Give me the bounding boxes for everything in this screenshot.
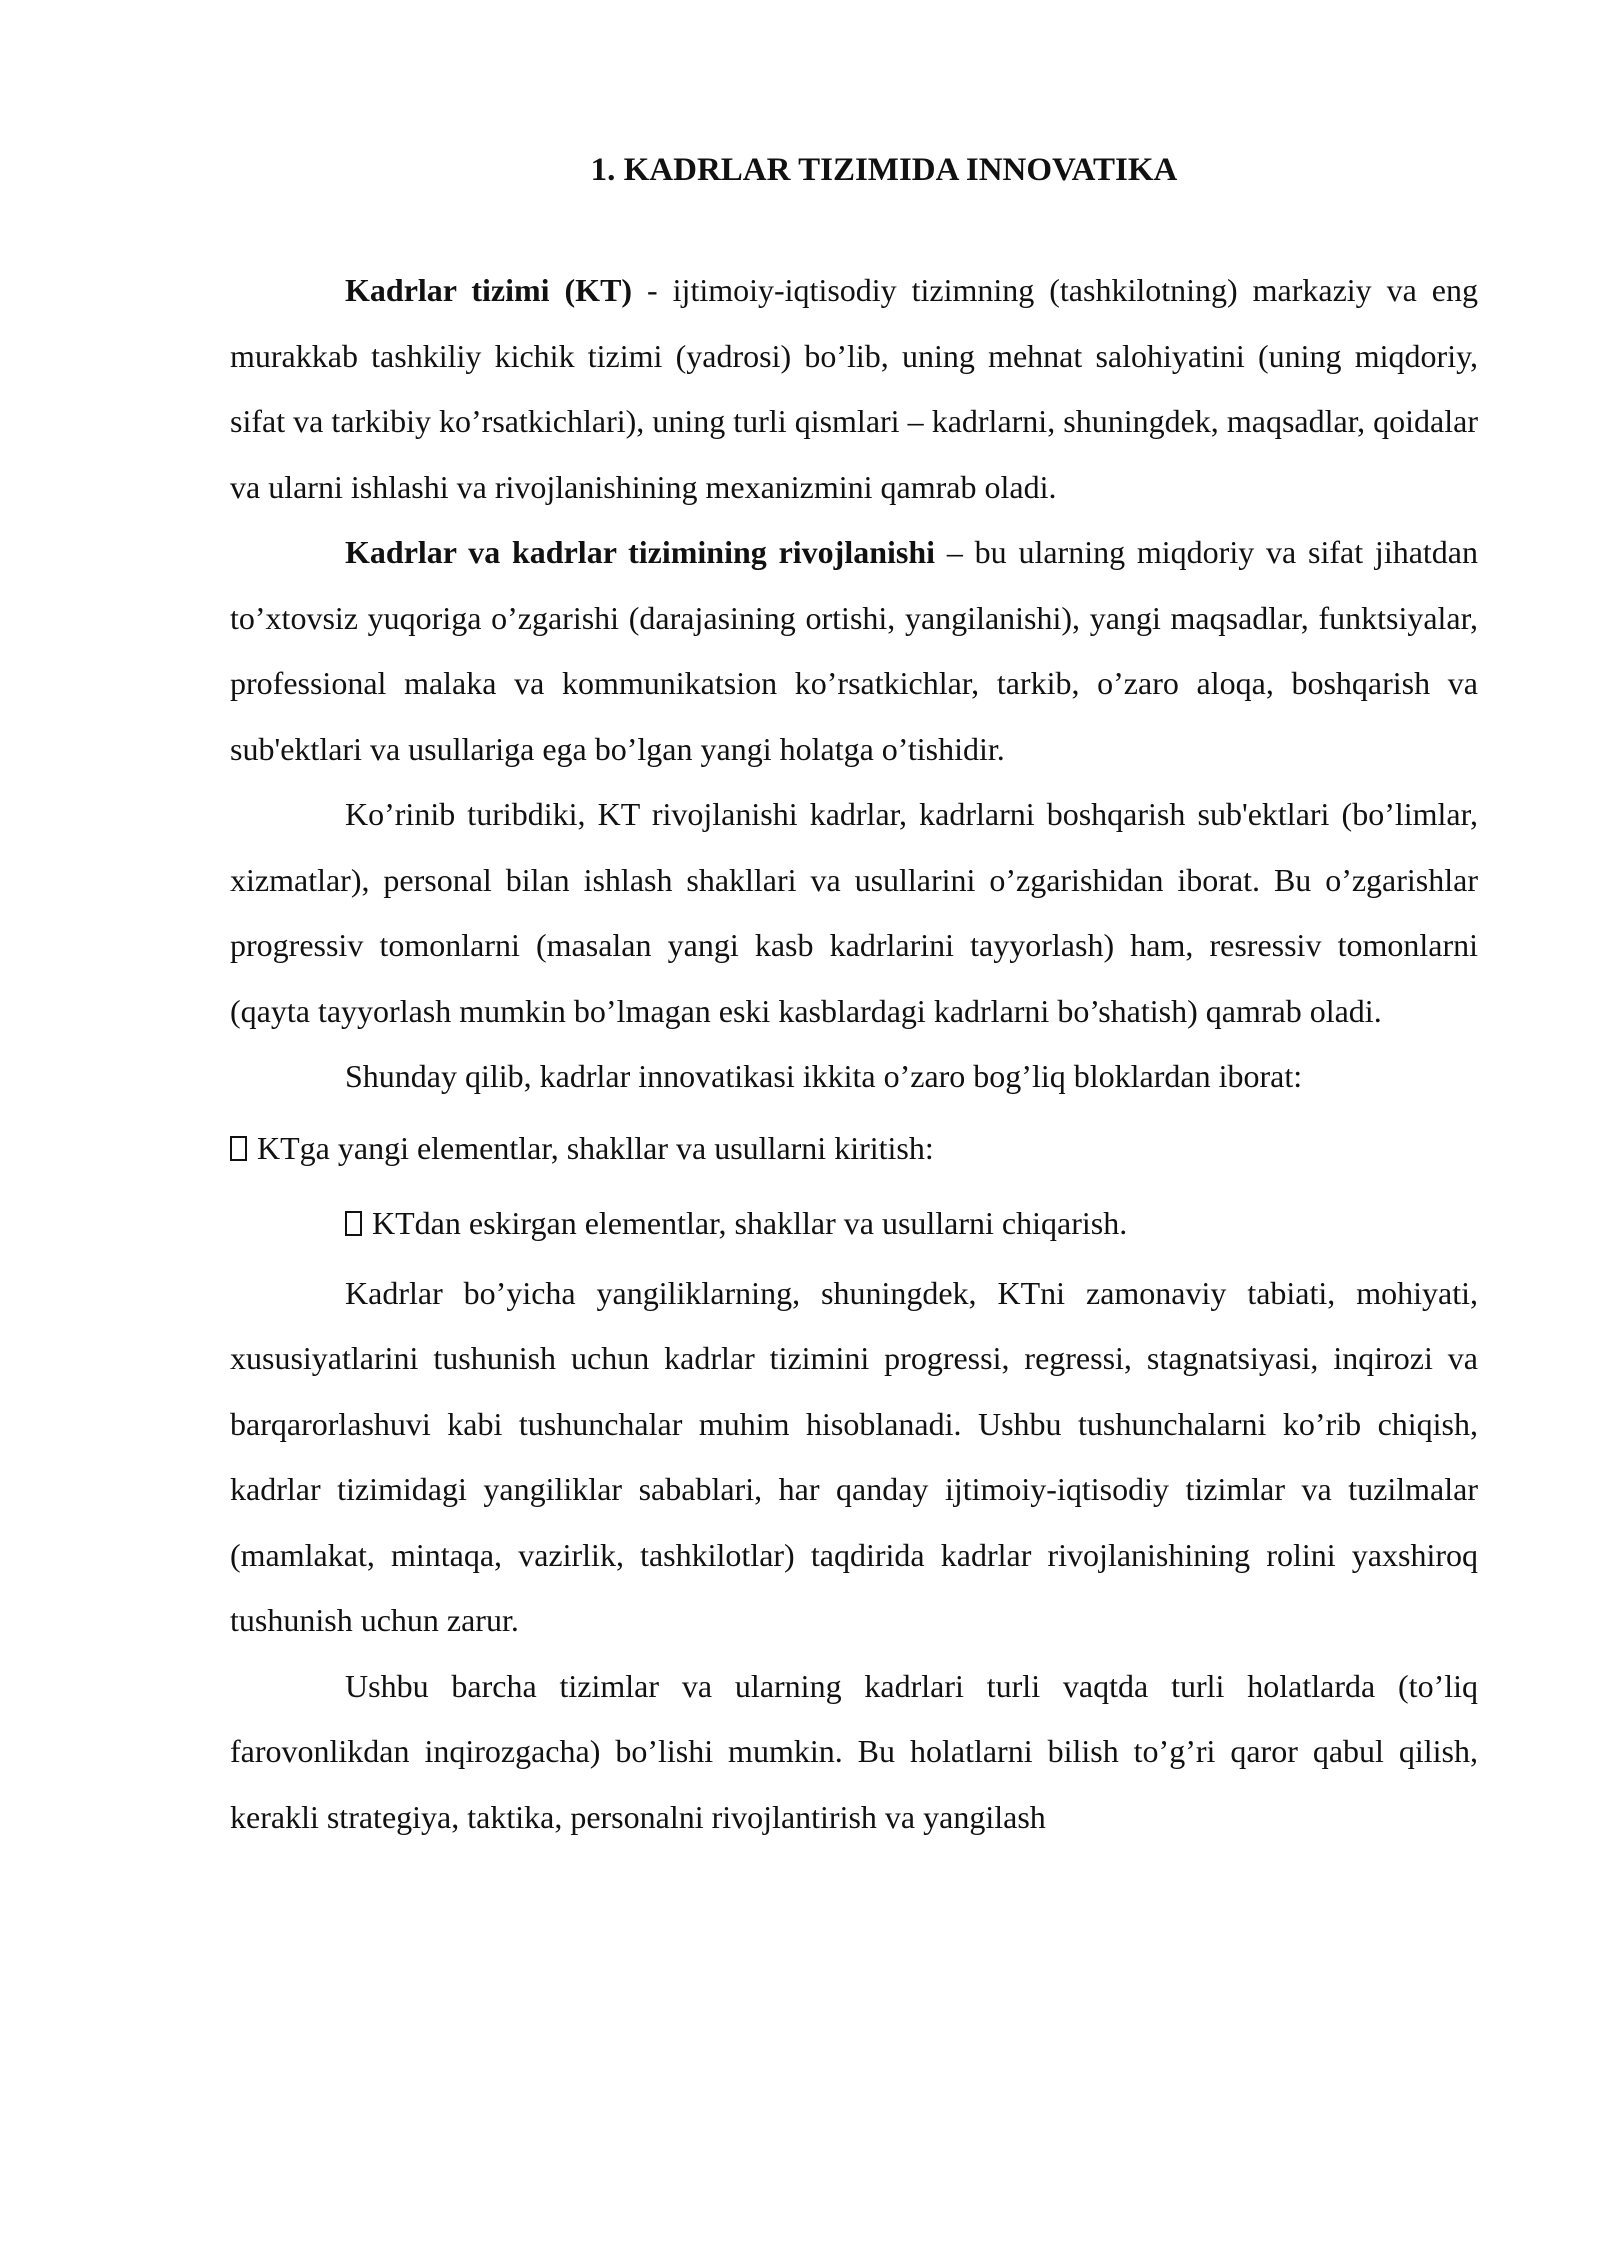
paragraph-kt-changes: Ko’rinib turibdiki, KT rivojlanishi kadrlar, kadrlarni boshqarish sub'ektlari (bo’limlar, xizmatlar), personal bilan ishlash shakllari va usullarini o’zgarishidan iborat. Bu o’zgarishlar progressiv tomonlarni (masalan yangi kasb kadrlarini tayyorlash) ham, resressiv tomonlarni (qayta tayyorlash mumkin bo’lmagan eski kasblardagi kadrlarni bo’shatish) qamrab oladi.: [230, 796, 1478, 1029]
paragraph-kt-definition: [230, 258, 1478, 520]
bullet-text: KTga yangi elementlar, shakllar va usullarni kiritish:: [257, 1129, 934, 1166]
bullet-item-remove: [230, 1191, 1478, 1257]
section-title: 1. KADRLAR TIZIMIDA INNOVATIKA: [590, 152, 1178, 188]
missing-glyph-icon: [345, 1211, 362, 1236]
paragraph-development-definition: [230, 520, 1478, 782]
paragraph-concepts: Kadrlar bo’yicha yangiliklarning, shuningdek, KTni zamonaviy tabiati, mohiyati, xususiyatlarini tushunish uchun kadrlar tizimini progressi, regressi, stagnatsiyasi, inqirozi va barqarorlashuvi kabi tushunchalar muhim hisoblanadi. Ushbu tushunchalarni ko’rib chiqish, kadrlar tizimidagi yangiliklar sabablari, har qanday ijtimoiy-iqtisodiy tizimlar va tuzilmalar (mamlakat, mintaqa, vazirlik, tashkilotlar) taqdirida kadrlar rivojlanishining rolini yaxshiroq tushunish uchun zarur.: [230, 1274, 1478, 1638]
paragraph-text: - ijtimoiy-iqtisodiy tizimning (tashkilotning) markaziy va eng murakkab tashkiliy kichik tizimi (yadrosi) bo’lib, uning mehnat salohiyatini (uning miqdoriy, sifat va tarkibiy ko’rsatkichlari), uning turli qismlari – kadrlarni, shuningdek, maqsadlar, qoidalar va ularni ishlashi va rivojlanishining mexanizmini qamrab oladi.: [230, 272, 1479, 505]
missing-glyph-icon: [230, 1136, 247, 1161]
paragraph-text: – bu ularning miqdoriy va sifat jihatdan to’xtovsiz yuqoriga o’zgarishi (darajasining ortishi, yangilanishi), yangi maqsadlar, funktsiyalar, professional malaka va kommunikatsion ko’rsatkichlar, tarkib, o’zaro aloqa, boshqarish va sub'ektlari va usullariga ega bo’lgan yangi holatga o’tishidir.: [230, 534, 1479, 767]
bullet-text: KTdan eskirgan elementlar, shakllar va usullarni chiqarish.: [372, 1205, 1128, 1241]
bullet-item-introduce: [230, 1116, 1478, 1182]
term-rivojlanishi: Kadrlar va kadrlar tizimining rivojlanishi: [345, 534, 936, 570]
document-page: [230, 150, 1478, 1850]
term-kadrlar-tizimi: Kadrlar tizimi (KT): [345, 272, 633, 308]
paragraph-two-blocks: Shunday qilib, kadrlar innovatikasi ikkita o’zaro bog’liq bloklardan iborat:: [345, 1058, 1303, 1094]
paragraph-states: Ushbu barcha tizimlar va ularning kadrlari turli vaqtda turli holatlarda (to’liq farovonlikdan inqirozgacha) bo’lishi mumkin. Bu holatlarni bilish to’g’ri qaror qabul qilish, kerakli strategiya, taktika, personalni rivojlantirish va yangilash: [230, 1667, 1478, 1835]
